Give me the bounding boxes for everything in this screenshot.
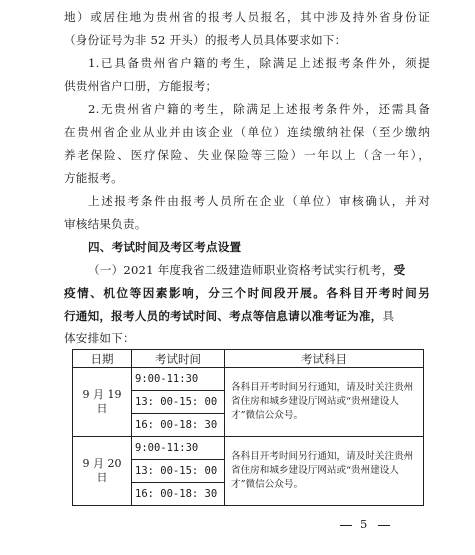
section-heading: 四、考试时间及考区考点设置 — [88, 240, 242, 254]
paragraph-line — [88, 262, 430, 278]
text-line: 1.已具备贵州省户籍的考生，除满足上述报考条件外，须提 — [88, 56, 430, 70]
text-line: 审核结果负责。 — [64, 217, 147, 231]
paragraph-text: （一）2021 年度我省二级建造师职业资格考试实行机考， — [88, 263, 394, 277]
table-row — [73, 437, 424, 460]
header-date: 日期 — [73, 350, 132, 368]
paragraph-text: 具 — [382, 309, 395, 323]
text-line: 养老保险、医疗保险、失业保险等三险）一年以上（含一年）， — [64, 148, 430, 162]
time-cell: 16: 00-18: 30 — [132, 414, 225, 437]
paragraph-line: 体安排如下： — [64, 331, 135, 345]
paragraph-line — [64, 308, 430, 324]
page-number: 5 — [360, 517, 368, 531]
paragraph-bold-text: 受 — [393, 263, 406, 277]
paragraph-bold-text: 行通知，报考人员的考试时间、考点等信息请以准考证为准， — [64, 309, 383, 323]
text-line: 供贵州省户口册，方能报考； — [64, 79, 218, 93]
header-subject: 考试科目 — [225, 350, 424, 368]
text-line: 2.无贵州省户籍的考生，除满足上述报考条件外，还需具备 — [88, 102, 430, 116]
table-header-row — [73, 350, 424, 368]
header-time: 考试时间 — [132, 350, 225, 368]
time-cell: 9:00-11:30 — [132, 437, 225, 460]
subject-cell: 各科目开考时间另行通知，请及时关注贵州省住房和城乡建设厅网站或“贵州建设人才”微信公众号。 — [225, 437, 424, 506]
subject-cell: 各科目开考时间另行通知，请及时关注贵州省住房和城乡建设厅网站或“贵州建设人才”微信公众号。 — [225, 368, 424, 437]
text-line: 地）或居住地为贵州省的报考人员报名，其中涉及持外省身份证 — [64, 10, 430, 24]
text-line: 在贵州省企业从业并由该企业（单位）连续缴纳社保（至少缴纳 — [64, 125, 430, 139]
paragraph-bold-line: 疫情、机位等因素影响，分三个时间段开展。各科目开考时间另 — [64, 286, 430, 300]
date-cell: 9 月 20 日 — [73, 437, 132, 506]
time-cell: 9:00-11:30 — [132, 368, 225, 391]
footer-dash — [378, 525, 390, 526]
time-cell: 13: 00-15: 00 — [132, 391, 225, 414]
date-cell: 9 月 19 日 — [73, 368, 132, 437]
text-line: （身份证号为非 52 开头）的报考人员具体要求如下： — [64, 33, 347, 47]
page-footer — [340, 517, 400, 533]
footer-dash — [340, 525, 352, 526]
time-cell: 16: 00-18: 30 — [132, 483, 225, 506]
text-line: 上述报考条件由报考人员所在企业（单位）审核确认，并对 — [88, 194, 430, 208]
time-cell: 13: 00-15: 00 — [132, 460, 225, 483]
text-line: 方能报考。 — [64, 171, 123, 185]
table-row — [73, 368, 424, 391]
exam-schedule-table — [72, 349, 424, 506]
